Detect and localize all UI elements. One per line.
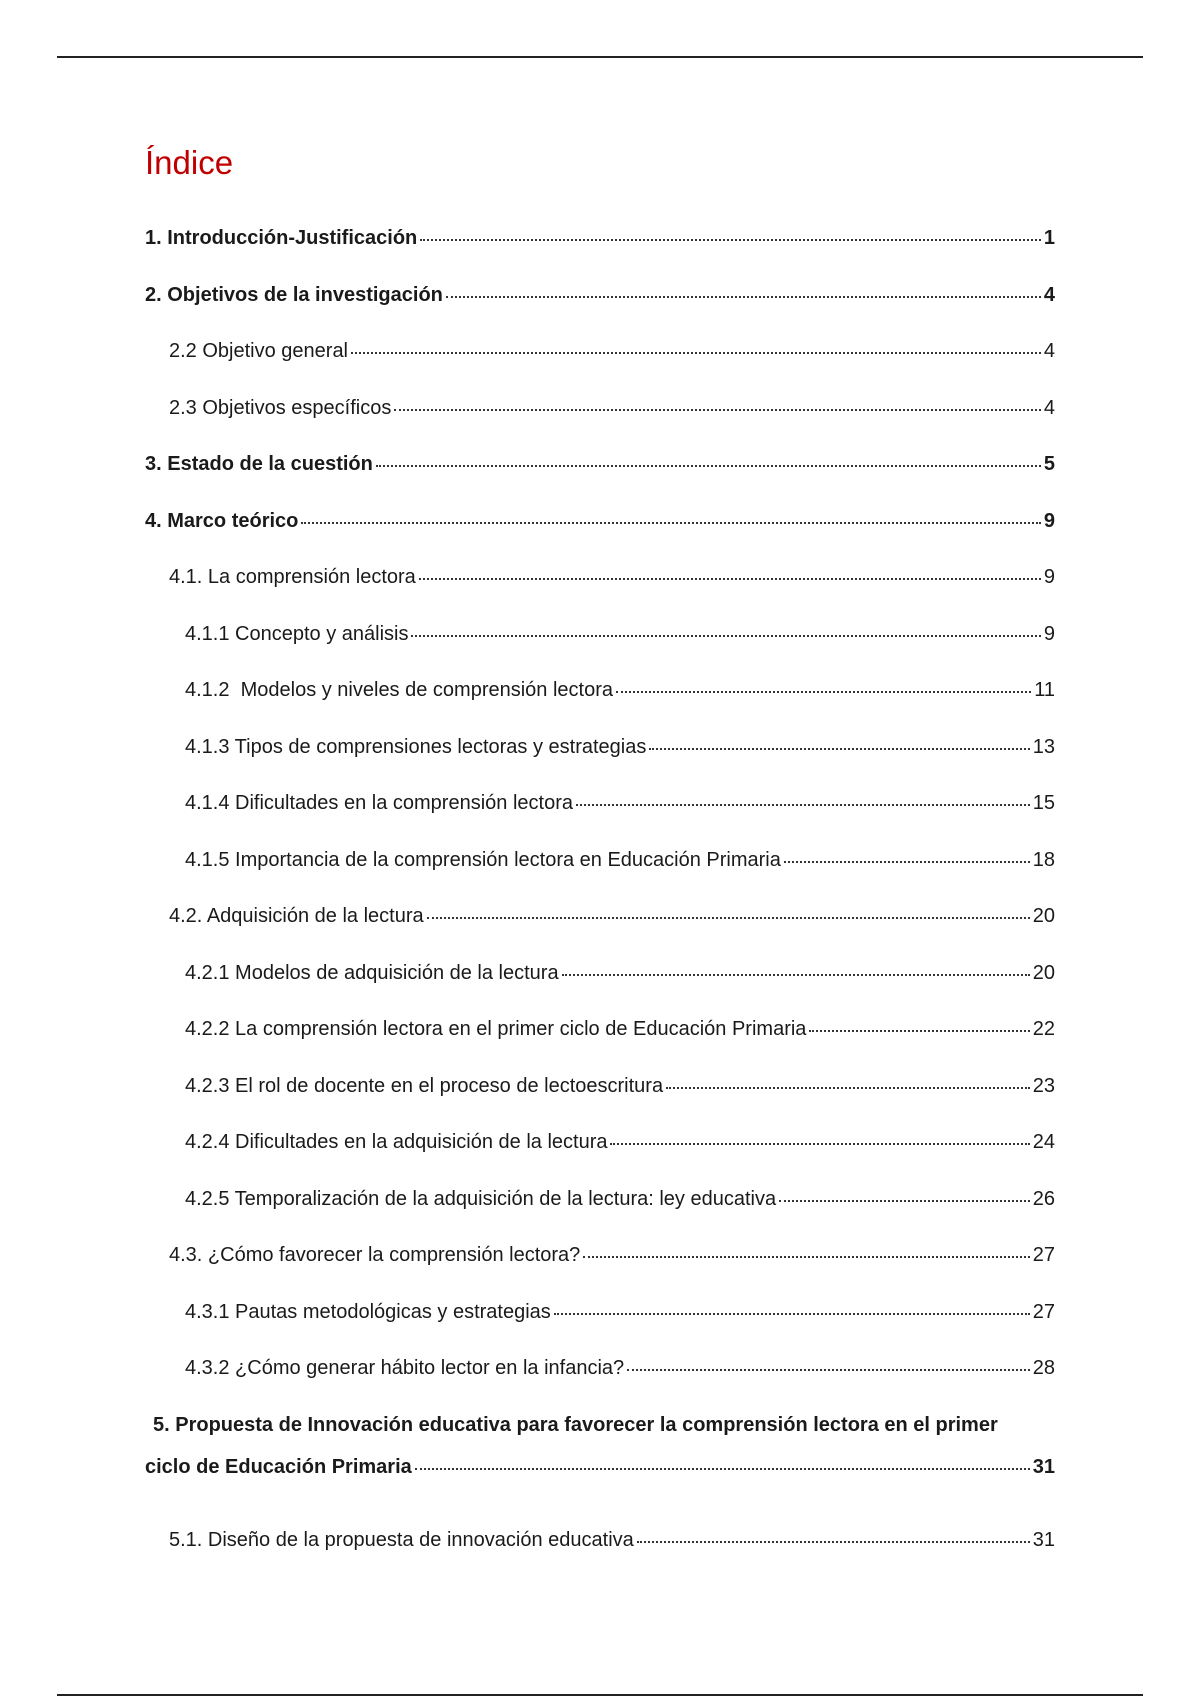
toc-entry-page: 9 <box>1043 509 1055 532</box>
toc-entry-label: 4.2.1 Modelos de adquisición de la lectura <box>185 961 559 984</box>
toc-entry-4-1-3[interactable] <box>145 731 1055 788</box>
toc-dot-leader <box>576 784 1030 806</box>
toc-entry-page: 1 <box>1043 227 1055 249</box>
toc-entry-5-1[interactable] <box>145 1524 1055 1581</box>
toc-entry-page: 23 <box>1032 1074 1055 1097</box>
toc-entry-4-2-5[interactable] <box>145 1183 1055 1240</box>
toc-entry-4-1-1[interactable] <box>145 618 1055 675</box>
toc-entry-label: 4.2. Adquisición de la lectura <box>169 905 424 927</box>
toc-entry-label: 3. Estado de la cuestión <box>145 453 373 475</box>
toc-entry-label: 4.3. ¿Cómo favorecer la comprensión lectora? <box>169 1244 581 1266</box>
toc-entry-4-1[interactable] <box>145 561 1055 618</box>
toc-dot-leader <box>415 1448 1030 1470</box>
toc-dot-leader <box>666 1067 1030 1089</box>
toc-entry-4-2-2[interactable] <box>145 1013 1055 1070</box>
toc-dot-leader <box>394 389 1041 411</box>
toc-entry-label: 4.1.5 Importancia de la comprensión lectora en Educación Primaria <box>185 848 781 871</box>
toc-entry-page: 31 <box>1032 1455 1055 1478</box>
toc-entry-page: 18 <box>1032 848 1055 871</box>
footer-rule <box>57 1694 1143 1696</box>
toc-entry-4-1-5[interactable] <box>145 844 1055 901</box>
toc-dot-leader <box>610 1123 1029 1145</box>
toc-entry-page: 24 <box>1032 1131 1055 1153</box>
toc-entry-4-2-1[interactable] <box>145 957 1055 1014</box>
toc-entry-label: 4.3.1 Pautas metodológicas y estrategias <box>185 1300 551 1323</box>
toc-entry-2-3[interactable] <box>145 392 1055 449</box>
table-of-contents <box>145 222 1055 1580</box>
toc-dot-leader <box>583 1236 1029 1258</box>
toc-entry-label: 4.3.2 ¿Cómo generar hábito lector en la infancia? <box>185 1357 625 1379</box>
toc-entry-4-3[interactable] <box>145 1239 1055 1296</box>
toc-entry-page: 9 <box>1043 622 1055 645</box>
toc-entry-page: 27 <box>1032 1300 1055 1323</box>
toc-entry-3[interactable] <box>145 448 1055 505</box>
toc-entry-label: 4.1. La comprensión lectora <box>169 566 416 588</box>
toc-entry-4-3-2[interactable] <box>145 1352 1055 1409</box>
toc-dot-leader <box>420 219 1041 241</box>
toc-entry-4-2-3[interactable] <box>145 1070 1055 1127</box>
toc-dot-leader <box>637 1521 1030 1543</box>
toc-dot-leader <box>376 445 1041 467</box>
toc-entry-5[interactable] <box>145 1409 1055 1524</box>
toc-entry-4-2-4[interactable] <box>145 1126 1055 1183</box>
toc-entry-line2 <box>145 1451 1055 1483</box>
toc-entry-label-line2: ciclo de Educación Primaria <box>145 1455 412 1478</box>
toc-entry-label: 4. Marco teórico <box>145 509 299 532</box>
toc-dot-leader <box>779 1180 1030 1202</box>
toc-entry-4-1-4[interactable] <box>145 787 1055 844</box>
toc-entry-4-3-1[interactable] <box>145 1296 1055 1353</box>
toc-entry-page: 22 <box>1032 1018 1055 1040</box>
toc-entry-label: 4.2.5 Temporalización de la adquisición de la lectura: ley educativa <box>185 1187 777 1210</box>
toc-entry-page: 4 <box>1043 396 1055 419</box>
toc-entry-page: 4 <box>1043 283 1055 306</box>
toc-entry-label: 2.3 Objetivos específicos <box>169 396 392 419</box>
toc-entry-label: 4.2.4 Dificultades en la adquisición de la lectura <box>185 1131 608 1153</box>
toc-entry-2-2[interactable] <box>145 335 1055 392</box>
toc-entry-page: 31 <box>1032 1528 1055 1551</box>
toc-entry-label: 1. Introducción-Justificación <box>145 227 418 249</box>
toc-entry-label: 2. Objetivos de la investigación <box>145 283 443 306</box>
toc-entry-page: 28 <box>1032 1357 1055 1379</box>
toc-dot-leader <box>446 276 1041 298</box>
toc-entry-1[interactable] <box>145 222 1055 279</box>
toc-entry-page: 5 <box>1043 453 1055 475</box>
toc-entry-page: 4 <box>1043 340 1055 362</box>
toc-entry-page: 20 <box>1032 961 1055 984</box>
toc-entry-label: 5.1. Diseño de la propuesta de innovación educativa <box>169 1528 634 1551</box>
toc-dot-leader <box>784 841 1030 863</box>
toc-entry-page: 20 <box>1032 905 1055 927</box>
toc-dot-leader <box>562 954 1030 976</box>
toc-dot-leader <box>627 1349 1030 1371</box>
toc-dot-leader <box>554 1293 1030 1315</box>
toc-dot-leader <box>301 502 1040 524</box>
toc-entry-page: 15 <box>1032 792 1055 814</box>
toc-entry-2[interactable] <box>145 279 1055 336</box>
toc-dot-leader <box>616 671 1031 693</box>
toc-entry-label: 4.2.3 El rol de docente en el proceso de lectoescritura <box>185 1074 664 1097</box>
toc-entry-label: 4.1.4 Dificultades en la comprensión lectora <box>185 792 573 814</box>
toc-dot-leader <box>411 615 1040 637</box>
toc-dot-leader <box>649 728 1029 750</box>
toc-dot-leader <box>419 558 1041 580</box>
toc-entry-label: 4.1.3 Tipos de comprensiones lectoras y estrategias <box>185 735 647 758</box>
toc-entry-page: 11 <box>1034 679 1055 701</box>
header-rule <box>57 56 1143 58</box>
toc-entry-label-line1: 5. Propuesta de Innovación educativa para favorecer la comprensión lectora en el primer <box>153 1413 998 1436</box>
toc-dot-leader <box>427 897 1030 919</box>
toc-entry-label: 4.1.2 Modelos y niveles de comprensión lectora <box>185 679 614 701</box>
toc-entry-page: 27 <box>1032 1244 1055 1266</box>
toc-entry-page: 13 <box>1032 735 1055 758</box>
toc-entry-4-1-2[interactable] <box>145 674 1055 731</box>
toc-entry-4-2[interactable] <box>145 900 1055 957</box>
toc-entry-page: 9 <box>1043 566 1055 588</box>
toc-title: Índice <box>145 144 234 181</box>
toc-dot-leader <box>809 1010 1029 1032</box>
toc-entry-label: 4.2.2 La comprensión lectora en el primer ciclo de Educación Primaria <box>185 1018 807 1040</box>
toc-dot-leader <box>351 332 1041 354</box>
toc-entry-4[interactable] <box>145 505 1055 562</box>
toc-entry-label: 2.2 Objetivo general <box>169 340 349 362</box>
toc-entry-page: 26 <box>1032 1187 1055 1210</box>
toc-entry-label: 4.1.1 Concepto y análisis <box>185 622 409 645</box>
